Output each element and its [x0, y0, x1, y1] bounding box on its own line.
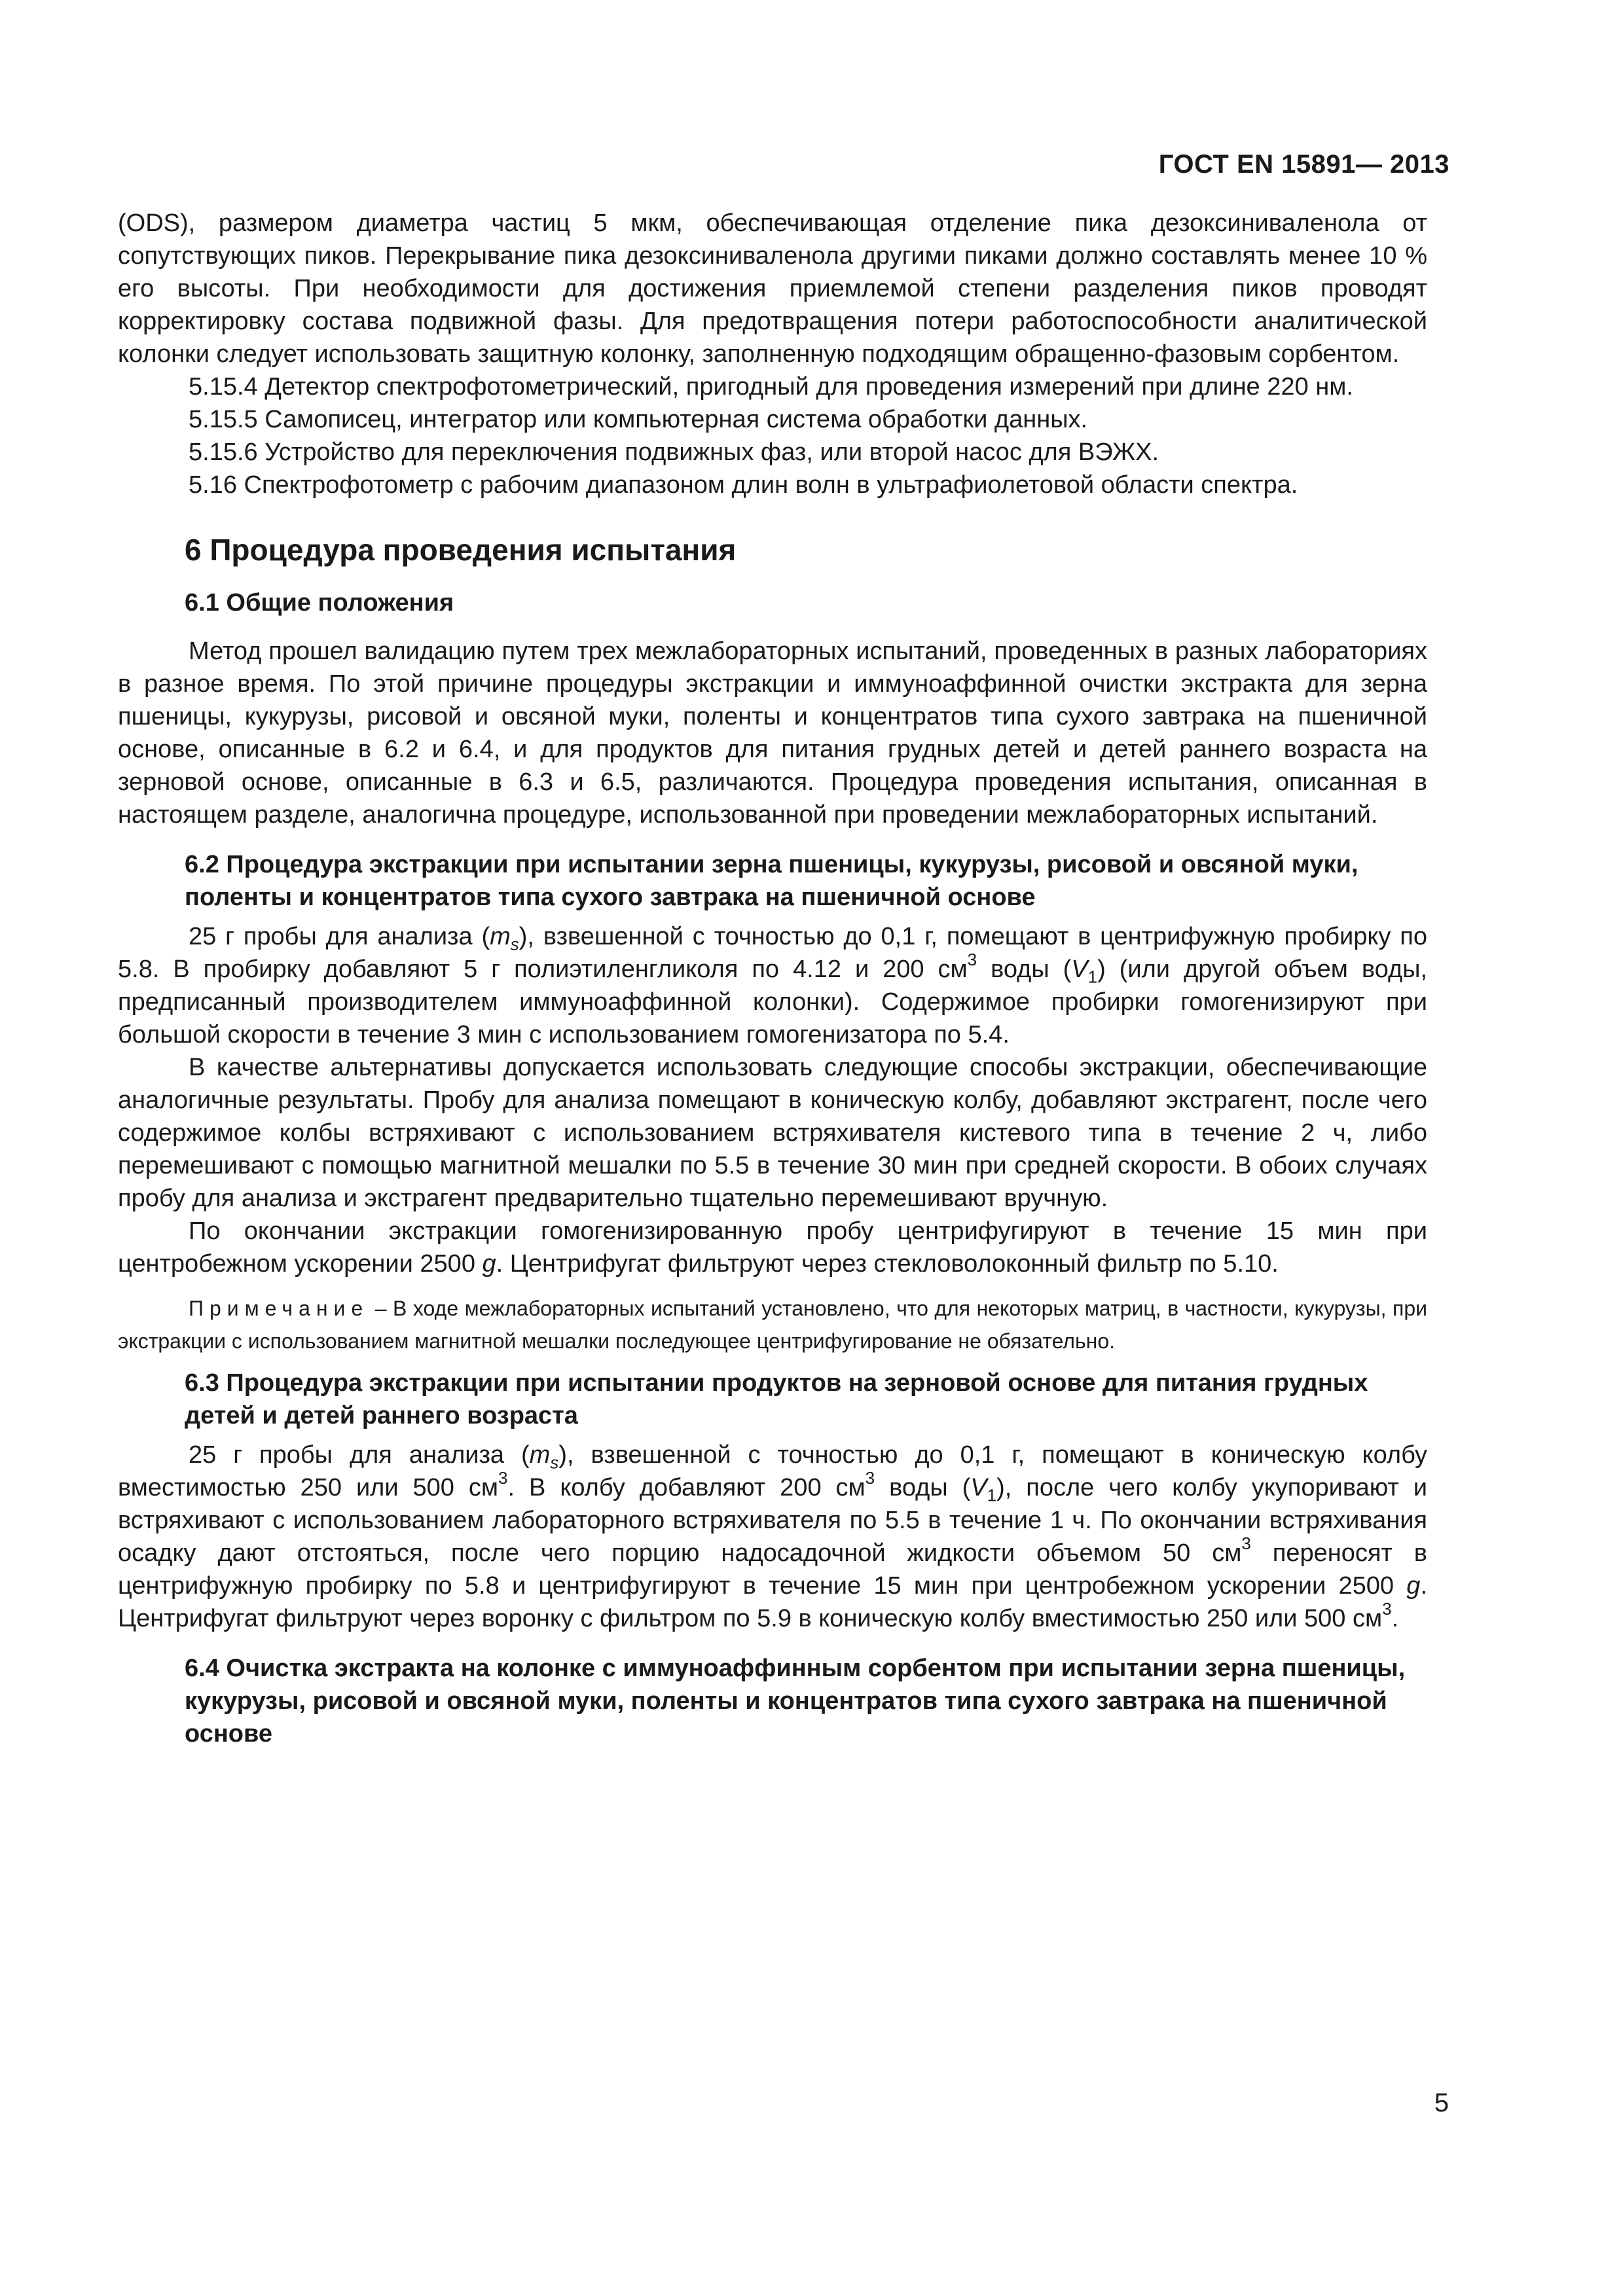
- paragraph-5-15-4: 5.15.4 Детектор спектрофотометрический, пригодный для проведения измерений при длине 220 нм.: [189, 373, 1353, 401]
- section-6-2-heading: 6.2 Процедура экстракции при испытании зерна пшеницы, кукурузы, рисовой и овсяной муки, поленты и концентратов типа сухого завтрака на пшеничной основе: [185, 851, 1359, 911]
- section-6-heading: 6 Процедура проведения испытания: [185, 533, 737, 567]
- paragraph-5-15-5: 5.15.5 Самописец, интегратор или компьютерная система обработки данных.: [189, 406, 1088, 433]
- standard-header: ГОСТ EN 15891— 2013: [1158, 150, 1450, 179]
- section-6-3-paragraph-1: 25 г пробы для анализа $(m_s)$, взвешенной с точностью до 0,1 г, помещают в коническую колбу вместимостью 250 или 500 $см^3$. В колбу добавляют 200 $см^3$ воды $(V_1)$, после чего колбу укупоривают и встряхивают с использованием лабораторного встряхивателя по 5.5 в течение 1 ч. По окончании встряхивания осадку дают отстояться, после чего порцию надосадочной жидкости объемом 50 $см^3$ переносят в центрифужную пробирку по 5.8 и центрифугируют в течение 15 мин при центробежном ускорении 2500 g. Центрифугат фильтруют через воронку с фильтром по 5.9 в коническую колбу вместимостью 250 или 500 $см^3$.: [118, 1441, 1427, 1632]
- section-6-3-heading: 6.3 Процедура экстракции при испытании продуктов на зерновой основе для питания грудных детей и детей раннего возраста: [185, 1369, 1368, 1429]
- note-label: Примечание: [189, 1297, 369, 1320]
- paragraph-5-15-6: 5.15.6 Устройство для переключения подвижных фаз, или второй насос для ВЭЖХ.: [189, 439, 1159, 466]
- section-6-1-heading: 6.1 Общие положения: [185, 589, 454, 617]
- page-content: [118, 207, 1427, 1757]
- page-number: 5: [1434, 2089, 1449, 2117]
- section-6-4-heading: 6.4 Очистка экстракта на колонке с иммуноаффинным сорбентом при испытании зерна пшеницы, кукурузы, рисовой и овсяной муки, поленты и концентратов типа сухого завтрака на пшеничной основе: [185, 1655, 1406, 1748]
- section-6-2-paragraph-2: В качестве альтернативы допускается использовать следующие способы экстракции, обеспечивающие аналогичные результаты. Пробу для анализа помещают в коническую колбу, добавляют экстрагент, после чего содержимое колбы встряхивают с использованием встряхивателя кистевого типа в течение 2 ч, либо перемешивают с помощью магнитной мешалки по 5.5 в течение 30 мин при средней скорости. В обоих случаях пробу для анализа и экстрагент предварительно тщательно перемешивают вручную.: [118, 1054, 1427, 1212]
- section-6-1-text: Метод прошел валидацию путем трех межлабораторных испытаний, проведенных в разных лабораториях в разное время. По этой причине процедуры экстракции и иммуноаффинной очистки экстракта для зерна пшеницы, кукурузы, рисовой и овсяной муки, поленты и концентратов типа сухого завтрака на пшеничной основе, описанные в 6.2 и 6.4, и для продуктов для питания грудных детей и детей раннего возраста на зерновой основе, описанные в 6.3 и 6.5, различаются. Процедура проведения испытания, описанная в настоящем разделе, аналогична процедуре, использованной при проведении межлабораторных испытаний.: [118, 637, 1427, 829]
- paragraph-ods: (ODS), размером диаметра частиц 5 мкм, обеспечивающая отделение пика дезоксиниваленола от сопутствующих пиков. Перекрывание пика дезоксиниваленола другими пиками должно составлять менее 10 % его высоты. При необходимости для достижения приемлемой степени разделения пиков проводят корректировку состава подвижной фазы. Для предотвращения потери работоспособности аналитической колонки следует использовать защитную колонку, заполненную подходящим обращенно-фазовым сорбентом.: [118, 209, 1427, 368]
- note-paragraph: Примечание – В ходе межлабораторных испытаний установлено, что для некоторых матриц, в частности, кукурузы, при экстракции с использованием магнитной мешалки последующее центрифугирование не обязательно.: [118, 1297, 1427, 1353]
- section-6-2-paragraph-1: 25 г пробы для анализа $(m_s)$, взвешенной с точностью до 0,1 г, помещают в центрифужную пробирку по 5.8. В пробирку добавляют 5 г полиэтиленгликоля по 4.12 и 200 $см^3$ воды $(V_1)$ (или другой объем воды, предписанный производителем иммуноаффинной колонки). Содержимое пробирки гомогенизируют при большой скорости в течение 3 мин с использованием гомогенизатора по 5.4.: [118, 923, 1427, 1049]
- paragraph-5-16: 5.16 Спектрофотометр с рабочим диапазоном длин волн в ультрафиолетовой области спектра.: [189, 471, 1298, 499]
- section-6-2-paragraph-3: По окончании экстракции гомогенизированную пробу центрифугируют в течение 15 мин при центробежном ускорении 2500 g. Центрифугат фильтруют через стекловолоконный фильтр по 5.10.: [118, 1217, 1427, 1278]
